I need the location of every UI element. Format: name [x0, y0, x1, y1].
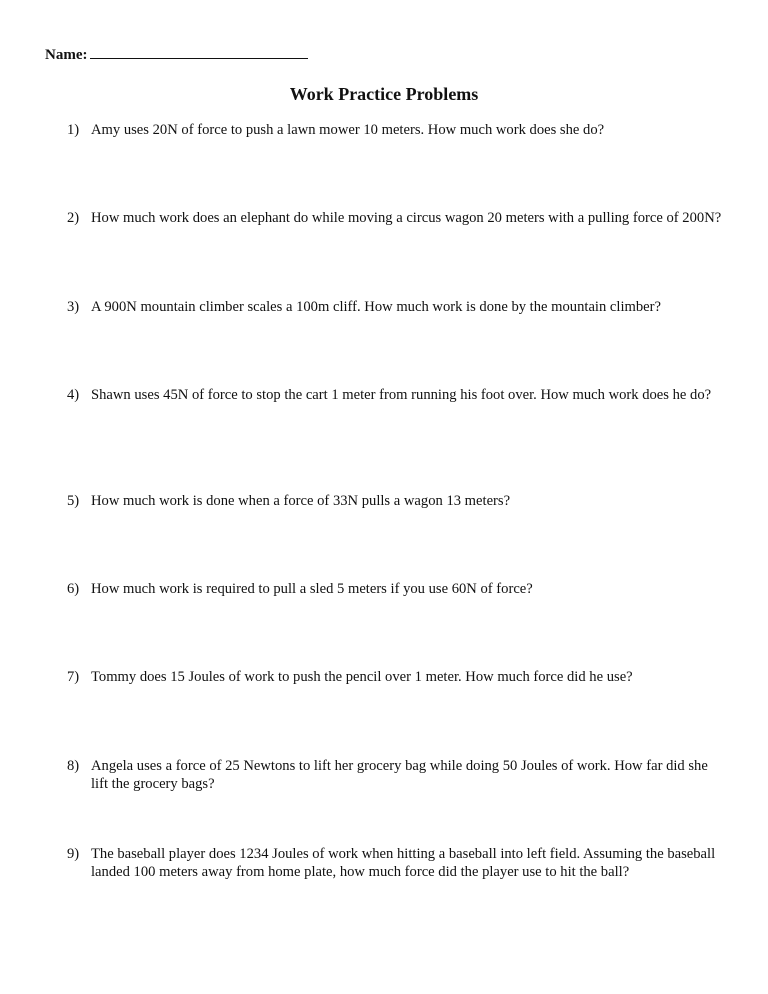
problem-number: 7): [67, 669, 80, 685]
problem-text: Shawn uses 45N of force to stop the cart 1 meter from running his foot over. How much work does he do?: [91, 387, 712, 403]
problem-text: Angela uses a force of 25 Newtons to lift her grocery bag while doing 50 Joules of work. How far did she lift the grocery bags?: [91, 758, 708, 792]
problem-number: 6): [67, 581, 80, 597]
problem-number: 9): [67, 846, 80, 862]
name-label: Name:: [45, 47, 88, 63]
problem-number: 2): [67, 210, 80, 226]
problem-number: 5): [67, 493, 80, 509]
problem-text: The baseball player does 1234 Joules of work when hitting a baseball into left field. Assuming the baseball landed 100 meters away from home plate, how much force did the player use to hit the ball?: [91, 846, 716, 880]
problem-8: [67, 757, 727, 793]
problem-number: 4): [67, 387, 80, 403]
name-field: [45, 44, 308, 64]
problem-4: [67, 386, 727, 404]
problem-2: [67, 209, 727, 227]
problem-text: Amy uses 20N of force to push a lawn mower 10 meters. How much work does she do?: [91, 122, 605, 138]
problem-text: How much work is required to pull a sled 5 meters if you use 60N of force?: [91, 581, 533, 597]
problem-1: [67, 121, 727, 139]
problem-6: [67, 580, 727, 598]
problem-text: How much work does an elephant do while moving a circus wagon 20 meters with a pulling force of 200N?: [91, 210, 722, 226]
problem-5: [67, 492, 727, 510]
problem-text: A 900N mountain climber scales a 100m cliff. How much work is done by the mountain climber?: [91, 299, 661, 315]
problem-number: 3): [67, 299, 80, 315]
problem-7: [67, 668, 727, 686]
problem-number: 1): [67, 122, 80, 138]
problem-text: Tommy does 15 Joules of work to push the pencil over 1 meter. How much force did he use?: [91, 669, 633, 685]
problem-3: [67, 298, 727, 316]
name-blank-line[interactable]: [90, 44, 308, 59]
page-title: Work Practice Problems: [289, 84, 479, 104]
problem-text: How much work is done when a force of 33N pulls a wagon 13 meters?: [91, 493, 511, 509]
problem-9: [67, 845, 727, 881]
problem-number: 8): [67, 758, 80, 774]
